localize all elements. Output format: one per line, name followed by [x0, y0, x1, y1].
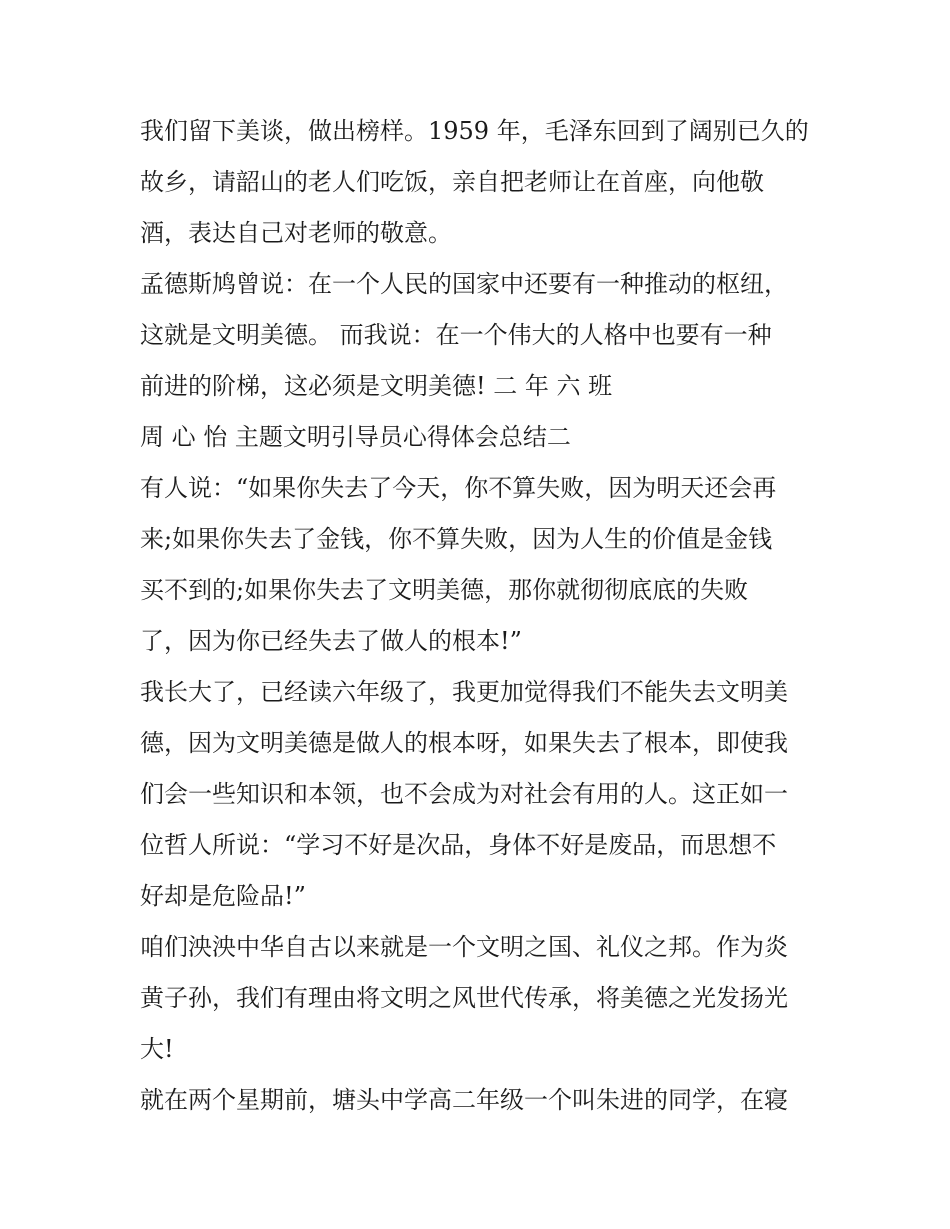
document-body	[140, 106, 830, 1126]
text-line: 好却是危险品!”	[140, 882, 306, 910]
text-line: 位哲人所说：“学习不好是次品，身体不好是废品，而思想不	[140, 831, 777, 859]
text-line: 就在两个星期前，塘头中学高二年级一个叫朱进的同学，在寝	[140, 1086, 788, 1114]
text-line: 黄子孙，我们有理由将文明之风世代传承，将美德之光发扬光	[140, 984, 788, 1012]
text-line: 我们留下美谈，做出榜样。1959 年，毛泽东回到了阔别已久的	[140, 117, 809, 145]
text-line: 买不到的;如果你失去了文明美德，那你就彻彻底底的失败	[140, 576, 749, 604]
text-line: 咱们泱泱中华自古以来就是一个文明之国、礼仪之邦。作为炎	[140, 933, 788, 961]
text-line: 德，因为文明美德是做人的根本呀，如果失去了根本，即使我	[140, 729, 788, 757]
text-line: 周 心 怡 主题文明引导员心得体会总结二	[140, 423, 571, 451]
text-line: 前进的阶梯，这必须是文明美德! 二 年 六 班	[140, 372, 613, 400]
text-line: 酒，表达自己对老师的敬意。	[140, 219, 452, 247]
text-line: 我长大了，已经读六年级了，我更加觉得我们不能失去文明美	[140, 678, 788, 706]
text-line: 孟德斯鸠曾说：在一个人民的国家中还要有一种推动的枢纽，	[140, 270, 788, 298]
text-line: 有人说：“如果你失去了今天，你不算失败，因为明天还会再	[140, 474, 777, 502]
text-line: 们会一些知识和本领，也不会成为对社会有用的人。这正如一	[140, 780, 788, 808]
text-line: 大!	[140, 1035, 174, 1063]
text-line: 来;如果你失去了金钱，你不算失败，因为人生的价值是金钱	[140, 525, 773, 553]
text-line: 这就是文明美德。 而我说：在一个伟大的人格中也要有一种	[140, 321, 772, 349]
text-line: 故乡，请韶山的老人们吃饭，亲自把老师让在首座，向他敬	[140, 168, 764, 196]
text-line: 了，因为你已经失去了做人的根本!”	[140, 627, 522, 655]
